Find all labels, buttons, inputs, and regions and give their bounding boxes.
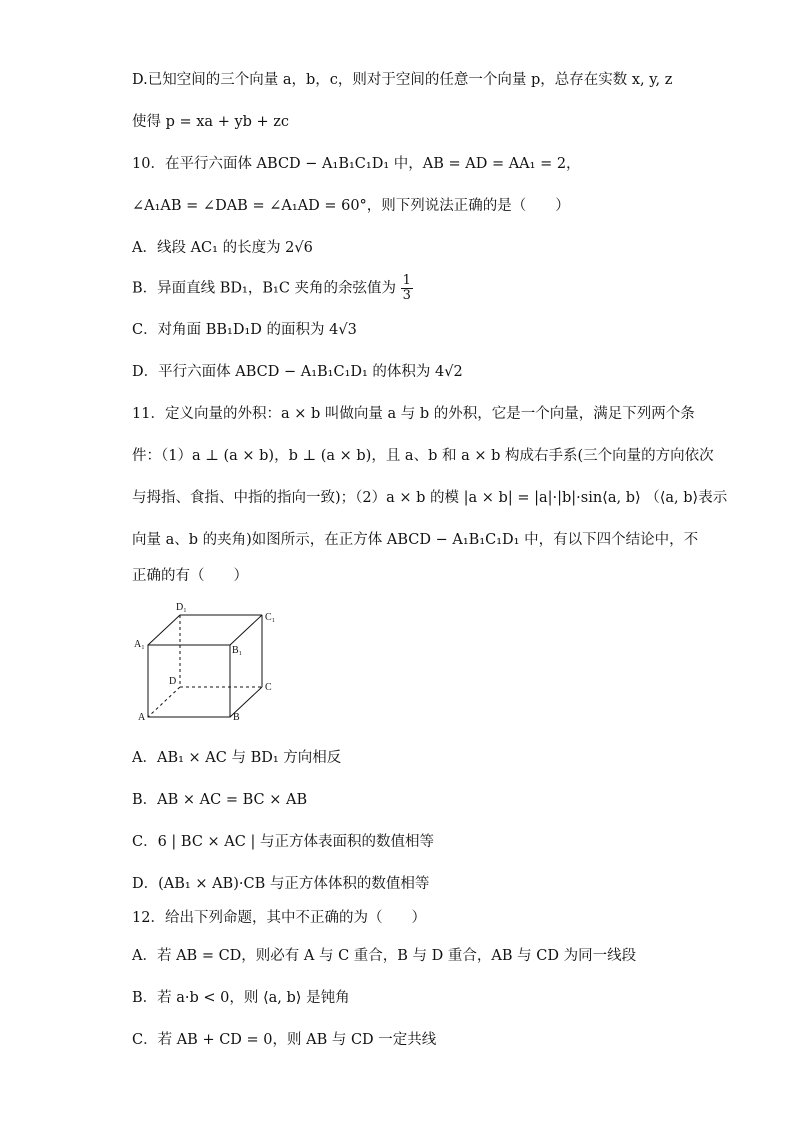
question-10-option-b bbox=[132, 274, 413, 303]
label-b: B bbox=[233, 712, 240, 720]
edge-d-a bbox=[148, 687, 180, 717]
label-a: A bbox=[138, 712, 146, 720]
question-11-option-c: C．6 | BC × AC | 与正方体表面积的数值相等 bbox=[132, 834, 434, 850]
line-option-d-prev-cont: 使得 p = xa + yb + zc bbox=[132, 114, 290, 130]
label-d: D bbox=[169, 676, 177, 687]
option-b-text: B．异面直线 BD₁，B₁C 夹角的余弦值为 bbox=[132, 280, 397, 297]
label-d1: D₁ bbox=[176, 602, 187, 613]
question-11-option-b: B．AB × AC = BC × AB bbox=[132, 792, 308, 808]
question-12-option-a: A．若 AB = CD，则必有 A 与 C 重合，B 与 D 重合，AB 与 CD 为同一线段 bbox=[132, 948, 637, 964]
front-face bbox=[148, 645, 230, 717]
question-11-option-d: D．(AB₁ × AB)·CB 与正方体体积的数值相等 bbox=[132, 876, 430, 892]
question-11-option-a: A．AB₁ × AC 与 BD₁ 方向相反 bbox=[132, 750, 342, 766]
question-11-stem-cont3: 向量 a、b 的夹角)如图所示，在正方体 ABCD − A₁B₁C₁D₁ 中，有以下四个结论中，不 bbox=[132, 532, 699, 548]
edge-d1-a1 bbox=[148, 615, 180, 645]
question-11-stem-cont1: 件：（1）a ⊥ (a × b)，b ⊥ (a × b)，且 a、b 和 a × b 构成右手系(三个向量的方向依次 bbox=[132, 448, 714, 464]
fraction-denominator: 3 bbox=[402, 288, 411, 303]
question-10-option-a: A．线段 AC₁ 的长度为 2√6 bbox=[132, 240, 313, 256]
label-b1: B₁ bbox=[232, 645, 243, 656]
fraction-numerator: 1 bbox=[402, 273, 411, 288]
question-10-option-c: C．对角面 BB₁D₁D 的面积为 4√3 bbox=[132, 322, 357, 338]
question-11-stem: 11．定义向量的外积：a × b 叫做向量 a 与 b 的外积，它是一个向量，满足下列两个条 bbox=[132, 406, 695, 422]
question-11-stem-cont4: 正确的有（ ） bbox=[132, 568, 248, 584]
cube-figure bbox=[132, 600, 282, 720]
question-11-stem-cont2: 与拇指、食指、中指的指向一致)；（2）a × b 的模 |a × b| = |a|·|b|·sin⟨a, b⟩ （⟨a, b⟩表示 bbox=[132, 490, 728, 506]
fraction-one-third bbox=[401, 274, 413, 303]
line-option-d-prev: D.已知空间的三个向量 a，b，c，则对于空间的任意一个向量 p，总存在实数 x, y, z bbox=[132, 72, 673, 88]
question-12-stem: 12．给出下列命题，其中不正确的为（ ） bbox=[132, 910, 426, 926]
label-a1: A₁ bbox=[134, 639, 145, 650]
label-c1: C₁ bbox=[265, 612, 276, 623]
question-12-option-b: B．若 a·b < 0，则 ⟨a, b⟩ 是钝角 bbox=[132, 990, 350, 1006]
edge-c1-b1 bbox=[230, 615, 262, 645]
question-10-stem-cont: ∠A₁AB = ∠DAB = ∠A₁AD = 60°，则下列说法正确的是（ ） bbox=[132, 198, 570, 214]
question-12-option-c: C．若 AB + CD = 0，则 AB 与 CD 一定共线 bbox=[132, 1032, 437, 1048]
question-10-stem: 10．在平行六面体 ABCD − A₁B₁C₁D₁ 中，AB = AD = AA₁ = 2， bbox=[132, 156, 581, 172]
question-10-option-d: D．平行六面体 ABCD − A₁B₁C₁D₁ 的体积为 4√2 bbox=[132, 364, 463, 380]
label-c: C bbox=[265, 682, 272, 693]
